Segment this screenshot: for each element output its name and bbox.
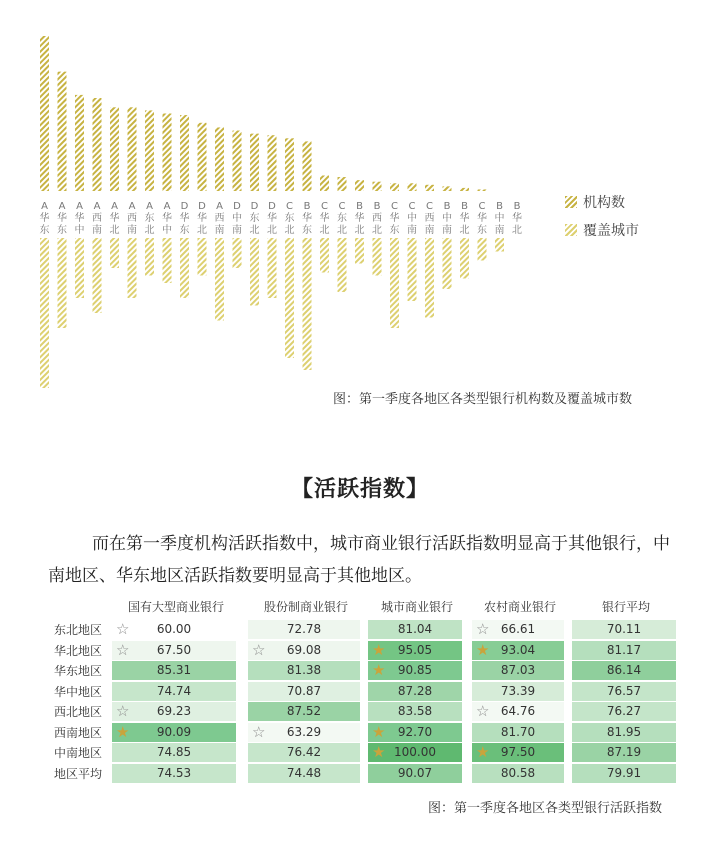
cell-value: 73.39 bbox=[500, 683, 536, 698]
city-bar bbox=[495, 238, 504, 252]
region-label-char: 华 bbox=[109, 213, 120, 224]
city-bar bbox=[268, 238, 277, 298]
table-cell bbox=[368, 682, 462, 701]
cell-value: 69.23 bbox=[156, 704, 192, 718]
city-bar bbox=[93, 238, 102, 313]
institution-bar bbox=[75, 95, 84, 191]
region-label-char: D bbox=[268, 201, 276, 212]
city-bars bbox=[40, 238, 504, 388]
row-label: 华中地区 bbox=[53, 684, 102, 699]
city-bar bbox=[460, 238, 469, 279]
city-bar bbox=[355, 238, 364, 264]
city-bar bbox=[128, 238, 137, 298]
region-label-char: B bbox=[461, 201, 468, 212]
cell-value: 72.78 bbox=[286, 622, 322, 636]
institution-bar bbox=[425, 185, 434, 191]
region-label-char: 南 bbox=[442, 225, 452, 236]
table-cell bbox=[572, 661, 676, 680]
institution-bar bbox=[40, 36, 49, 191]
city-bar bbox=[180, 238, 189, 298]
city-bar bbox=[198, 238, 207, 276]
star-outline-icon: ☆ bbox=[476, 702, 490, 720]
city-bar bbox=[478, 238, 487, 261]
region-label-char: 东 bbox=[337, 213, 347, 224]
region-label-char: 中 bbox=[407, 213, 417, 224]
legend-cities-swatch bbox=[565, 224, 577, 236]
region-label-char: 中 bbox=[232, 213, 242, 224]
cell-value: 90.09 bbox=[156, 724, 192, 739]
table-cell bbox=[368, 641, 462, 660]
star-filled-icon: ★ bbox=[116, 722, 130, 741]
star-outline-icon: ☆ bbox=[252, 722, 266, 741]
institution-bar bbox=[320, 176, 329, 192]
cell-value: 76.57 bbox=[606, 683, 642, 698]
region-label-char: 东 bbox=[179, 225, 190, 236]
city-bar bbox=[408, 238, 417, 301]
region-label-char: 华 bbox=[162, 213, 172, 224]
row-label: 西南地区 bbox=[53, 725, 102, 740]
city-bar bbox=[40, 238, 49, 388]
institution-bar bbox=[285, 138, 294, 191]
region-label-char: 南 bbox=[127, 225, 137, 236]
star-filled-icon: ★ bbox=[372, 722, 386, 741]
table-cell bbox=[572, 764, 676, 783]
region-label-char: 华 bbox=[512, 213, 522, 224]
cell-value: 70.11 bbox=[606, 622, 642, 636]
column-header: 农村商业银行 bbox=[483, 600, 556, 614]
row-label: 中南地区 bbox=[53, 746, 102, 760]
cell-value: 90.85 bbox=[397, 663, 433, 677]
region-labels bbox=[40, 201, 523, 236]
cell-value: 92.70 bbox=[397, 724, 433, 739]
region-label-char: A bbox=[41, 201, 48, 212]
region-label-char: 东 bbox=[39, 225, 50, 236]
body-paragraph: 而在第一季度机构活跃指数中，城市商业银行活跃指数明显高于其他银行，中南地区、华东地区活跃指数要明显高于其他地区。 bbox=[48, 534, 670, 586]
cell-value: 74.48 bbox=[286, 765, 322, 780]
region-label-char: 华 bbox=[389, 213, 400, 224]
cell-value: 76.42 bbox=[286, 745, 322, 759]
table-cell bbox=[112, 641, 236, 660]
institution-bar bbox=[163, 114, 172, 192]
star-filled-icon: ★ bbox=[372, 743, 386, 761]
cell-value: 81.70 bbox=[500, 724, 536, 739]
cell-value: 87.52 bbox=[286, 704, 322, 718]
institution-bar bbox=[355, 180, 364, 191]
region-label-char: 中 bbox=[494, 213, 505, 224]
city-bar bbox=[58, 238, 67, 328]
cell-value: 93.04 bbox=[500, 642, 536, 657]
legend-institutions-label: 机构数 bbox=[583, 195, 625, 211]
star-filled-icon: ★ bbox=[476, 640, 490, 659]
row-label: 西北地区 bbox=[53, 705, 102, 719]
cell-value: 90.07 bbox=[397, 765, 433, 780]
table-cell bbox=[472, 723, 564, 742]
column-header: 股份制商业银行 bbox=[263, 600, 348, 614]
cell-value: 74.53 bbox=[156, 765, 192, 780]
cell-value: 79.91 bbox=[606, 765, 642, 780]
city-bar bbox=[233, 238, 242, 268]
row-label: 东北地区 bbox=[53, 623, 102, 637]
cell-value: 74.74 bbox=[156, 683, 192, 698]
region-label-char: C bbox=[426, 201, 433, 212]
region-label-char: A bbox=[163, 201, 171, 212]
region-label-char: 北 bbox=[337, 225, 347, 236]
region-label-char: 北 bbox=[109, 225, 120, 236]
cell-value: 66.61 bbox=[500, 622, 536, 636]
table-cell bbox=[112, 764, 236, 783]
legend-cities-label: 覆盖城市 bbox=[583, 223, 639, 239]
region-label-char: 北 bbox=[512, 225, 522, 236]
table-cell bbox=[248, 702, 360, 721]
region-label-char: A bbox=[111, 201, 118, 212]
table-cell bbox=[112, 661, 236, 680]
region-label-char: 北 bbox=[354, 225, 365, 236]
region-label-char: D bbox=[233, 201, 241, 212]
cell-value: 76.27 bbox=[606, 704, 642, 718]
table-cell bbox=[248, 743, 360, 762]
region-label-char: 华 bbox=[477, 213, 487, 224]
region-label-char: 东 bbox=[284, 213, 295, 224]
region-label-char: A bbox=[93, 201, 101, 212]
star-filled-icon: ★ bbox=[372, 661, 386, 679]
column-header: 银行平均 bbox=[601, 600, 650, 614]
region-label-char: B bbox=[303, 201, 311, 212]
region-label-char: C bbox=[321, 201, 328, 212]
region-label-char: 华 bbox=[197, 213, 207, 224]
table-cell bbox=[572, 743, 676, 762]
institution-bar bbox=[460, 188, 469, 191]
region-label-char: 东 bbox=[57, 225, 67, 236]
region-label-char: 南 bbox=[214, 225, 225, 236]
cell-value: 74.85 bbox=[156, 745, 192, 759]
region-label-char: 华 bbox=[57, 213, 67, 224]
region-label-char: 西 bbox=[214, 213, 225, 224]
cell-value: 70.87 bbox=[286, 683, 322, 698]
table-cell bbox=[112, 702, 236, 721]
cell-value: 83.58 bbox=[397, 704, 433, 718]
institution-bar bbox=[215, 127, 224, 191]
region-label-char: 华 bbox=[302, 213, 312, 224]
table-cell bbox=[472, 702, 564, 721]
region-label-char: 华 bbox=[74, 213, 85, 224]
region-label-char: 西 bbox=[92, 213, 102, 224]
region-label-char: 西 bbox=[372, 213, 382, 224]
region-label-char: C bbox=[286, 201, 293, 212]
city-bar bbox=[250, 238, 259, 306]
city-bar bbox=[285, 238, 294, 358]
institution-bar bbox=[390, 183, 399, 191]
region-label-char: 北 bbox=[284, 225, 295, 236]
region-label-char: C bbox=[478, 201, 486, 212]
table-cell bbox=[472, 641, 564, 660]
table-cell bbox=[572, 620, 676, 639]
cell-value: 81.95 bbox=[606, 724, 642, 739]
institution-bar bbox=[180, 115, 189, 191]
table-cell bbox=[472, 743, 564, 762]
city-bar bbox=[75, 238, 84, 298]
city-bar bbox=[338, 238, 347, 292]
region-label-char: 南 bbox=[232, 225, 242, 236]
region-label-char: 东 bbox=[477, 225, 487, 236]
region-label-char: 东 bbox=[389, 225, 400, 236]
region-label-char: 中 bbox=[74, 225, 85, 236]
region-label-char: B bbox=[356, 201, 363, 212]
region-label-char: 北 bbox=[372, 225, 382, 236]
table-cell bbox=[368, 620, 462, 639]
table-cell bbox=[572, 723, 676, 742]
table-cell bbox=[248, 620, 360, 639]
table-cell bbox=[248, 764, 360, 783]
cell-value: 64.76 bbox=[500, 704, 536, 718]
region-label-char: 西 bbox=[127, 213, 137, 224]
table-cell bbox=[472, 682, 564, 701]
institution-bar bbox=[478, 189, 487, 191]
region-label-char: 中 bbox=[162, 225, 172, 236]
row-label: 华北地区 bbox=[53, 643, 102, 658]
legend-institutions bbox=[565, 192, 625, 212]
region-label-char: 北 bbox=[197, 225, 207, 236]
chart-caption: 图：第一季度各地区各类型银行机构数及覆盖城市数 bbox=[333, 392, 633, 407]
cell-value: 87.28 bbox=[397, 683, 433, 698]
region-label-char: A bbox=[146, 201, 153, 212]
section-heading: 【活跃指数】 bbox=[290, 477, 429, 502]
star-outline-icon: ☆ bbox=[116, 702, 130, 720]
cell-value: 87.03 bbox=[500, 663, 536, 677]
cell-value: 87.19 bbox=[606, 745, 642, 759]
star-outline-icon: ☆ bbox=[476, 620, 490, 638]
table-cell bbox=[368, 723, 462, 742]
column-header: 城市商业银行 bbox=[380, 600, 453, 614]
region-label-char: D bbox=[198, 201, 206, 212]
row-label: 地区平均 bbox=[53, 766, 102, 781]
institution-bars bbox=[40, 36, 487, 191]
column-header: 国有大型商业银行 bbox=[127, 600, 224, 614]
city-bar bbox=[303, 238, 312, 370]
star-outline-icon: ☆ bbox=[116, 640, 130, 659]
region-label-char: 南 bbox=[407, 225, 417, 236]
institution-bar bbox=[93, 98, 102, 191]
region-label-char: C bbox=[338, 201, 346, 212]
table-cell bbox=[472, 764, 564, 783]
region-label-char: A bbox=[128, 201, 136, 212]
city-bar bbox=[110, 238, 119, 268]
table-cell bbox=[248, 641, 360, 660]
table-cell bbox=[368, 661, 462, 680]
table-cell bbox=[112, 682, 236, 701]
institution-bar bbox=[110, 107, 119, 191]
cell-value: 100.00 bbox=[394, 745, 436, 759]
institution-bar bbox=[58, 72, 67, 191]
cell-value: 60.00 bbox=[156, 622, 192, 636]
table-cell bbox=[112, 723, 236, 742]
region-label-char: 南 bbox=[92, 225, 102, 236]
institution-bar bbox=[145, 110, 154, 191]
cell-value: 81.38 bbox=[286, 663, 322, 677]
region-label-char: D bbox=[180, 201, 189, 212]
region-label-char: 南 bbox=[424, 225, 435, 236]
institution-bar bbox=[268, 135, 277, 191]
region-label-char: 华 bbox=[354, 213, 365, 224]
table-cell bbox=[248, 661, 360, 680]
region-label-char: 南 bbox=[494, 225, 505, 236]
city-bar bbox=[163, 238, 172, 283]
institution-bar bbox=[338, 177, 347, 191]
institution-bar bbox=[303, 141, 312, 191]
city-bar bbox=[373, 238, 382, 276]
star-filled-icon: ★ bbox=[372, 640, 386, 659]
region-label-char: 华 bbox=[319, 213, 330, 224]
cell-value: 81.17 bbox=[606, 642, 642, 657]
region-label-char: 东 bbox=[249, 213, 260, 224]
region-label-char: A bbox=[216, 201, 223, 212]
cell-value: 69.08 bbox=[286, 642, 322, 657]
region-label-char: D bbox=[250, 201, 259, 212]
table-caption: 图：第一季度各地区各类型银行活跃指数 bbox=[428, 801, 663, 816]
star-outline-icon: ☆ bbox=[116, 620, 130, 638]
region-label-char: C bbox=[408, 201, 416, 212]
table-cell bbox=[472, 620, 564, 639]
institution-bar bbox=[250, 134, 259, 191]
city-bar bbox=[215, 238, 224, 321]
region-label-char: 中 bbox=[442, 213, 452, 224]
star-filled-icon: ★ bbox=[476, 743, 490, 761]
row-label: 华东地区 bbox=[53, 664, 102, 678]
city-bar bbox=[443, 238, 452, 289]
table-cell bbox=[248, 723, 360, 742]
region-label-char: C bbox=[391, 201, 398, 212]
table-cell bbox=[572, 682, 676, 701]
cell-value: 63.29 bbox=[286, 724, 322, 739]
region-label-char: 北 bbox=[267, 225, 277, 236]
city-bar bbox=[145, 238, 154, 276]
institution-bar bbox=[443, 186, 452, 191]
region-label-char: 华 bbox=[267, 213, 277, 224]
table-cell bbox=[248, 682, 360, 701]
region-label-char: 华 bbox=[459, 213, 470, 224]
institution-bar bbox=[373, 182, 382, 191]
region-label-char: 东 bbox=[144, 213, 155, 224]
region-label-char: 北 bbox=[144, 225, 155, 236]
region-label-char: B bbox=[443, 201, 451, 212]
region-label-char: 北 bbox=[249, 225, 260, 236]
region-label-char: 华 bbox=[179, 213, 190, 224]
region-label-char: 华 bbox=[39, 213, 50, 224]
region-label-char: B bbox=[513, 201, 521, 212]
city-bar bbox=[390, 238, 399, 328]
institution-bar bbox=[128, 107, 137, 191]
cell-value: 95.05 bbox=[397, 642, 433, 657]
cell-value: 97.50 bbox=[500, 745, 536, 759]
cell-value: 67.50 bbox=[156, 642, 192, 657]
star-outline-icon: ☆ bbox=[252, 640, 266, 659]
table-cell bbox=[112, 743, 236, 762]
city-bar bbox=[320, 238, 329, 273]
table-cell bbox=[112, 620, 236, 639]
institution-bar bbox=[233, 131, 242, 191]
cell-value: 81.04 bbox=[397, 622, 433, 636]
table-cell bbox=[472, 661, 564, 680]
institution-bar bbox=[408, 183, 417, 191]
region-label-char: B bbox=[373, 201, 381, 212]
region-label-char: 北 bbox=[319, 225, 330, 236]
region-label-char: 北 bbox=[459, 225, 470, 236]
table-cell bbox=[368, 743, 462, 762]
region-label-char: 东 bbox=[302, 225, 312, 236]
region-label-char: 西 bbox=[424, 213, 435, 224]
legend-institutions-swatch bbox=[565, 196, 577, 208]
table-cell bbox=[368, 764, 462, 783]
region-label-char: B bbox=[496, 201, 503, 212]
table-cell bbox=[368, 702, 462, 721]
city-bar bbox=[425, 238, 434, 318]
cell-value: 80.58 bbox=[500, 765, 536, 780]
table-cell bbox=[572, 641, 676, 660]
region-label-char: A bbox=[58, 201, 66, 212]
table-cell bbox=[572, 702, 676, 721]
legend-cities bbox=[565, 220, 639, 240]
cell-value: 85.31 bbox=[156, 663, 192, 677]
cell-value: 86.14 bbox=[606, 663, 642, 677]
institution-bar bbox=[198, 123, 207, 191]
region-label-char: A bbox=[76, 201, 83, 212]
